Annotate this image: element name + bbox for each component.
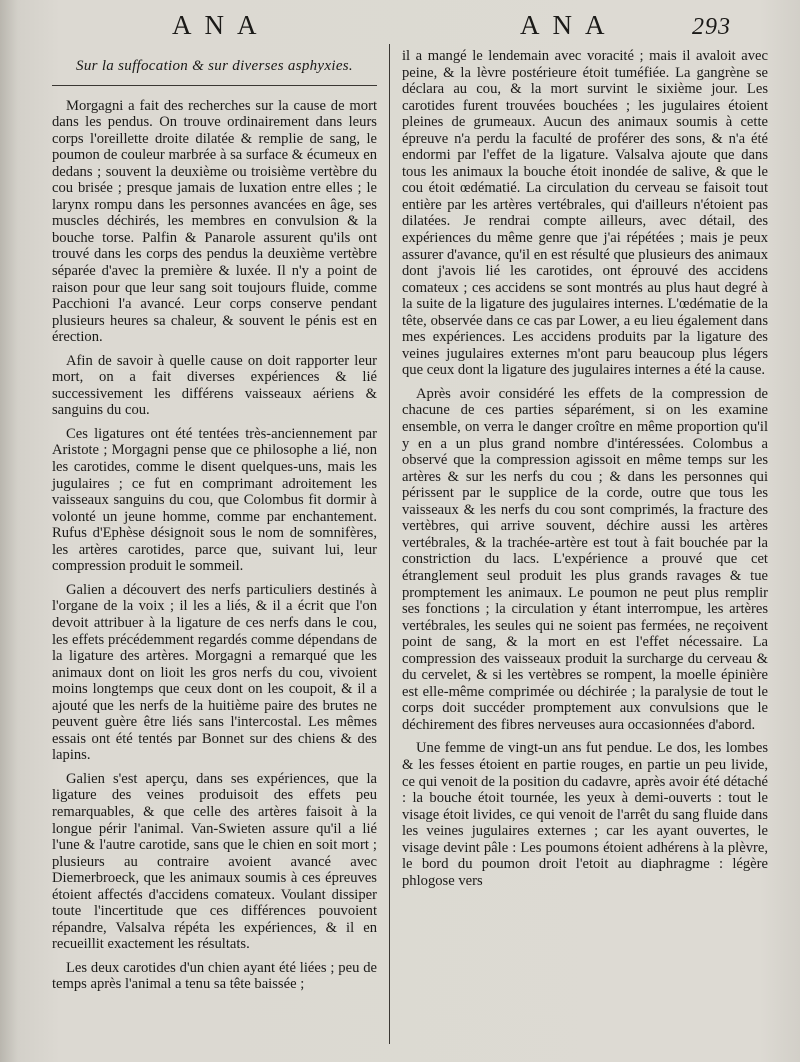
paragraph: Afin de savoir à quelle cause on doit rapporter leur mort, on a fait diverses expériences & lié successivement les différens vaisseaux aériens & sanguins du cou. bbox=[52, 352, 377, 419]
paragraph: Morgagni a fait des recherches sur la cause de mort dans les pendus. On trouve ordinairement dans leurs corps l'oreillette droite dilatée & remplie de sang, le poumon de couleur marbrée à sa surface & écumeux en dedans ; souvent la deuxième ou troisième vertèbre du cou brisée ; presque jamais de luxation entre elles ; le larynx rompu dans les personnes avancées en âge, ses muscles déchirés, les membres en convulsion & la bouche torse. Palfin & Panarole assurent qu'ils ont trouvé dans les corps des pendus la deuxième vertèbre séparée d'avec la première & luxée. Il n'y a point de raison pour que leur sang soit toujours fluide, comme Pacchioni l'a avancé. Leur corps conserve pendant plusieurs heures sa chaleur, & souvent le pénis est en érection. bbox=[52, 97, 377, 346]
section-title-rule bbox=[52, 85, 377, 86]
page-number: 293 bbox=[692, 14, 731, 40]
right-column bbox=[402, 44, 768, 896]
paragraph: Après avoir considéré les effets de la compression de chacune de ces parties séparément, si on les examine ensemble, on verra le danger croître en même proportion qu'il y en a un plus grand nombre d'intéressées. Colombus a observé que la compression agissoit en même temps sur les artères & sur les nerfs du cou ; & dans les personnes qui périssent par le supplice de la corde, outre que tous les vaisseaux & les nerfs du cou sont comprimés, la fracture des vertèbres, qui arrive souvent, déchire aussi les artères vertébrales, & la trachée-artère est tout à fait bouchée par la constriction du lacs. L'expérience a prouvé que cet étranglement seul produit les plus grands ravages & tue promptement les animaux. Le poumon ne peut plus remplir ses fonctions ; la circulation y étant interrompue, les artères vertébrales, les seules qui ne soient pas fermées, ne reçoivent point de sang, & la mort en est l'effet nécessaire. La compression des vaisseaux produit la surcharge du cerveau & du cervelet, & si les vertèbres se rompent, la moelle épinière est elle-même comprimée ou déchirée ; la paralysie de tout le corps doit succéder promptement aux convulsions que le déchirement des fibres nerveuses aura occasionnées d'abord. bbox=[402, 385, 768, 733]
running-head-right: ANA bbox=[520, 10, 618, 40]
paragraph: Galien a découvert des nerfs particuliers destinés à l'organe de la voix ; il les a liés, & il a écrit que l'on devoit attribuer à la ligature de ces nerfs dans le cou, les effets précédemment regardés comme dépendans de la ligature des artères. Morgagni a remarqué que les animaux dont on lioit les gros nerfs du cou, vivoient moins longtemps que ceux dont on les coupoit, & il a ajouté que les nerfs de la huitième paire des brutes ne peuvent guère être liés sans l'intercostal. Les mêmes essais ont été tentés par Bonnet sur des chiens & des lapins. bbox=[52, 581, 377, 764]
section-title: Sur la suffocation & sur diverses asphyxies. bbox=[76, 58, 353, 74]
left-column bbox=[52, 44, 377, 1000]
running-head-left: ANA bbox=[172, 10, 270, 40]
paragraph: Galien s'est aperçu, dans ses expériences, que la ligature des veines produisoit des effets peu remarquables, & que celle des artères faisoit à la longue périr l'animal. Van-Swieten assure qu'il a lié l'une & l'autre carotide, sans que le chien en soit mort ; plusieurs au contraire avoient avancé avec Diemerbroeck, que les animaux soumis à ces épreuves étoient affectés d'accidens comateux. Voulant dissiper toute l'incertitude que ces différences pouvoient répandre, Valsalva répéta les expériences, & il en recueillit exactement les résultats. bbox=[52, 770, 377, 953]
column-divider bbox=[389, 44, 390, 1044]
paragraph: Les deux carotides d'un chien ayant été liées ; peu de temps après l'animal a tenu sa tête baissée ; bbox=[52, 959, 377, 993]
paragraph: Ces ligatures ont été tentées très-anciennement par Aristote ; Morgagni pense que ce philosophe a lié, non les carotides, comme le disent quelques-uns, mais les jugulaires ; ce fut en comprimant adroitement les vaisseaux sanguins du cou, que Colombus fit dormir à volonté un jeune homme, comme par enchantement. Rufus d'Ephèse désignoit sous le nom de somnifères, les artères carotides, parce que, suivant lui, leur compression produit le sommeil. bbox=[52, 425, 377, 575]
paragraph: il a mangé le lendemain avec voracité ; mais il avaloit avec peine, & la lèvre postérieure étoit tuméfiée. La gangrène se déclara au cou, & la mort survint le sixième jour. Les carotides furent trouvées bouchées ; les jugulaires étoient pleines de grumeaux. Aucun des animaux soumis à cette épreuve n'a perdu la faculté de proférer des sons, & n'a été endormi par l'effet de la ligature. Valsalva ajoute que dans tous les animaux la bouche étoit inondée de salive, & que le cou étoit œdématié. La circulation du cerveau se faisoit tout entière par les artères vertébrales, qui d'ailleurs n'étoient pas dilatées. Je rendrai compte ailleurs, avec détail, des expériences du même genre que j'ai répétées ; mais je peux assurer d'avance, qu'il en est résulté que plusieurs des animaux dont j'avois lié les carotides, ont éprouvé des accidens comateux ; ces accidens se sont montrés au plus haut degré à la suite de la ligature des jugulaires internes. L'œdématie de la tête, observée dans ce cas par Lower, a eu lieu également dans mes expériences. Les accidens produits par la ligature des veines jugulaires externes m'ont paru beaucoup plus légers que ceux dont la ligature des jugulaires internes a été la cause. bbox=[402, 48, 768, 379]
running-head bbox=[0, 6, 800, 42]
paragraph: Une femme de vingt-un ans fut pendue. Le dos, les lombes & les fesses étoient en partie rouges, en partie un peu livide, ce qui venoit de la position du cadavre, après avoir été détaché : la bouche étoit tournée, les yeux à demi-ouverts : tout le visage étoit livides, ce qui venoit de l'arrêt du sang fluide dans les veines jugulaires externes ; car les ayant ouvertes, le visage devint pâle : Les poumons étoient adhérens à la plèvre, le bord du poumon droit l'etoit au diaphragme : légère phlogose vers bbox=[402, 740, 768, 889]
